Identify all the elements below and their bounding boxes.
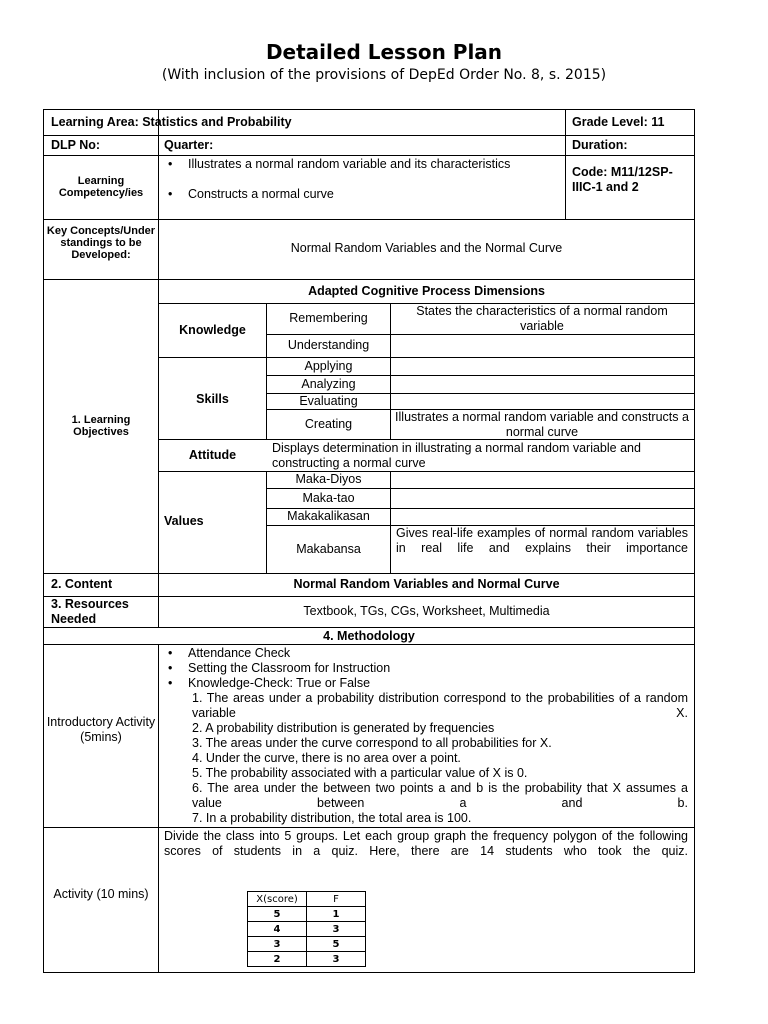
tf-item: 4. Under the curve, there is no area over a point. <box>192 751 461 765</box>
rule <box>158 357 694 358</box>
table-row <box>248 952 366 967</box>
rule <box>44 135 694 136</box>
evaluating-label: Evaluating <box>299 394 358 408</box>
table-cell: 4 <box>248 922 307 937</box>
learning-area: Learning Area: Statistics and Probability <box>51 115 292 129</box>
skills-label: Skills <box>196 392 229 406</box>
quarter: Quarter: <box>164 138 214 152</box>
objectives-heading: Adapted Cognitive Process Dimensions <box>308 284 545 298</box>
objectives-label: 1. Learning Objectives <box>71 414 131 438</box>
competency-item: • Illustrates a normal random variable and its characteristics <box>164 157 559 172</box>
creating-label: Creating <box>304 417 353 431</box>
rule <box>44 644 694 645</box>
analyzing-label: Analyzing <box>301 377 356 391</box>
column-header: X(score) <box>248 892 307 907</box>
duration: Duration: <box>572 138 628 152</box>
intro-label: Introductory Activity (5mins) <box>46 715 156 744</box>
grade-level: Grade Level: 11 <box>572 115 665 129</box>
remembering-text: States the characteristics of a normal random variable <box>416 304 668 333</box>
table-cell: 5 <box>248 907 307 922</box>
tf-item: 1. The areas under a probability distribution correspond to the probabilities of a random variable X. <box>192 691 688 720</box>
key-concepts-value: Normal Random Variables and the Normal Curve <box>290 241 563 255</box>
applying-label: Applying <box>304 359 353 373</box>
maka-diyos-label: Maka-Diyos <box>295 472 362 486</box>
rule <box>390 303 391 439</box>
resources-value: Textbook, TGs, CGs, Worksheet, Multimedia <box>303 604 550 618</box>
understanding-label: Understanding <box>287 338 370 352</box>
tf-item: 7. In a probability distribution, the total area is 100. <box>192 811 472 825</box>
maka-tao-label: Maka-tao <box>302 491 355 505</box>
knowledge-label: Knowledge <box>179 323 246 337</box>
makakalikasan-label: Makakalikasan <box>287 509 370 523</box>
rule <box>390 471 391 573</box>
dlp-no: DLP No: <box>51 138 101 152</box>
competency-label: Learning Competency/ies <box>58 175 144 199</box>
page-subtitle: (With inclusion of the provisions of DepEd Order No. 8, s. 2015) <box>161 67 607 83</box>
rule <box>44 155 694 156</box>
table-row <box>248 937 366 952</box>
methodology-heading: 4. Methodology <box>323 629 415 643</box>
competency-list <box>164 157 559 202</box>
content-label: 2. Content <box>51 577 113 591</box>
makabansa-text: Gives real-life examples of normal random variables in real life and explains their importance <box>396 526 688 555</box>
tf-item: 2. A probability distribution is generated by frequencies <box>192 721 495 735</box>
rule <box>565 110 566 219</box>
table-cell: 3 <box>307 952 366 967</box>
competency-code: Code: M11/12SP-IIIC-1 and 2 <box>572 165 673 194</box>
rule <box>266 488 694 489</box>
table-cell: 5 <box>307 937 366 952</box>
makabansa-label: Makabansa <box>296 542 361 556</box>
tf-item: 6. The area under the between two points a and b is the probability that X assumes a value between a and b. <box>192 781 688 810</box>
lesson-plan-table <box>43 109 695 973</box>
activity-label: Activity (10 mins) <box>53 887 149 901</box>
intro-bullet: • Attendance Check <box>164 646 688 661</box>
activity-text: Divide the class into 5 groups. Let each group graph the frequency polygon of the following scores of students in a quiz. Here, there are 14 students who took the quiz. <box>164 829 688 858</box>
column-header: F <box>307 892 366 907</box>
rule <box>44 627 694 628</box>
tf-item: 5. The probability associated with a particular value of X is 0. <box>192 766 528 780</box>
rule <box>158 135 159 627</box>
intro-content <box>164 646 688 826</box>
rule <box>44 827 694 828</box>
rule <box>266 334 694 335</box>
score-table <box>247 891 366 967</box>
page-title: Detailed Lesson Plan <box>265 40 503 64</box>
remembering-label: Remembering <box>289 311 368 325</box>
key-concepts-label: Key Concepts/Under standings to be Developed: <box>46 225 156 261</box>
table-row <box>248 907 366 922</box>
intro-bullet: • Setting the Classroom for Instruction <box>164 661 688 676</box>
rule <box>158 471 694 472</box>
rule <box>158 644 159 972</box>
rule <box>266 375 694 376</box>
table-row <box>248 922 366 937</box>
rule <box>44 279 694 280</box>
attitude-label: Attitude <box>188 448 237 462</box>
intro-bullets <box>164 646 688 691</box>
values-label: Values <box>164 514 204 528</box>
creating-text: Illustrates a normal random variable and constructs a normal curve <box>395 410 689 439</box>
rule <box>566 219 694 220</box>
resources-label: 3. Resources Needed <box>51 597 129 626</box>
intro-bullet: • Knowledge-Check: True or False <box>164 676 688 691</box>
table-header-row <box>248 892 366 907</box>
rule <box>44 573 694 574</box>
table-cell: 1 <box>307 907 366 922</box>
true-false-items <box>164 691 688 826</box>
content-value: Normal Random Variables and Normal Curve <box>293 577 560 591</box>
table-cell: 2 <box>248 952 307 967</box>
table-cell: 3 <box>248 937 307 952</box>
competency-item: • Constructs a normal curve <box>164 187 559 202</box>
attitude-text: Displays determination in illustrating a normal random variable and constructing a normal curve <box>272 441 641 470</box>
table-cell: 3 <box>307 922 366 937</box>
tf-item: 3. The areas under the curve correspond to all probabilities for X. <box>192 736 552 750</box>
